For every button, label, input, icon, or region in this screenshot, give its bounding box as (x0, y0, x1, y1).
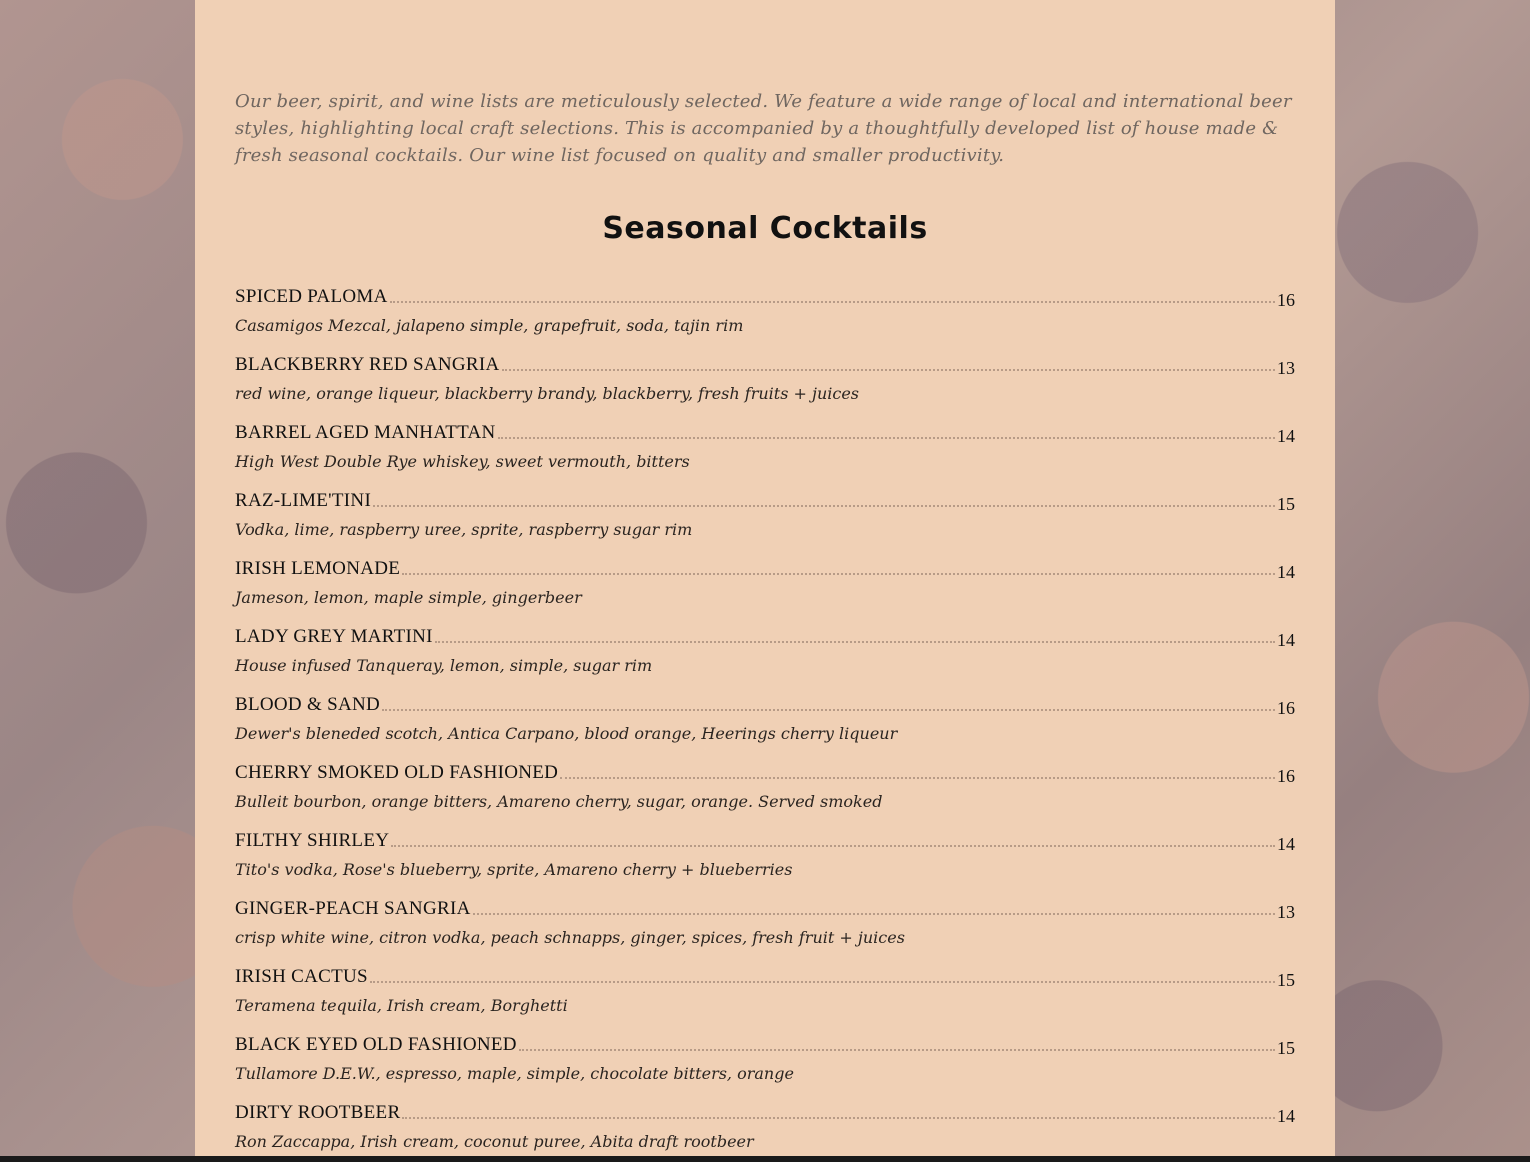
menu-item-name: BARREL AGED MANHATTAN (235, 422, 496, 443)
menu-item-description: Ron Zaccappa, Irish cream, coconut puree, Abita draft rootbeer (235, 1132, 754, 1151)
menu-item-header (235, 279, 1295, 309)
menu-item-name: CHERRY SMOKED OLD FASHIONED (235, 762, 559, 783)
dotted-leader (560, 777, 1275, 779)
menu-item (235, 1095, 1295, 1156)
menu-item-price: 14 (1277, 1106, 1295, 1126)
menu-item-price: 15 (1277, 970, 1295, 990)
menu-item-description: Casamigos Mezcal, jalapeno simple, grapefruit, soda, tajin rim (235, 316, 744, 335)
menu-item-header (235, 823, 1295, 853)
menu-item-name: BLACKBERRY RED SANGRIA (235, 354, 500, 375)
bottom-edge-bar (0, 1156, 1530, 1162)
dotted-leader (502, 369, 1275, 371)
menu-item-name: BLACK EYED OLD FASHIONED (235, 1034, 517, 1055)
dotted-leader (402, 1117, 1275, 1119)
menu-item-header (235, 551, 1295, 581)
menu-item-name: DIRTY ROOTBEER (235, 1102, 401, 1123)
menu-item-price: 15 (1277, 494, 1295, 514)
menu-item-price: 13 (1277, 358, 1295, 378)
cocktail-list (235, 279, 1295, 1156)
menu-item-description: Bulleit bourbon, orange bitters, Amareno cherry, sugar, orange. Served smoked (235, 792, 883, 811)
menu-item-description: crisp white wine, citron vodka, peach schnapps, ginger, spices, fresh fruit + juices (235, 928, 905, 947)
dotted-leader (435, 641, 1275, 643)
dotted-leader (390, 301, 1275, 303)
menu-item-price: 14 (1277, 834, 1295, 854)
dotted-leader (473, 913, 1275, 915)
menu-item (235, 755, 1295, 823)
menu-item-header (235, 1095, 1295, 1125)
menu-item-description: Teramena tequila, Irish cream, Borghetti (235, 996, 568, 1015)
menu-item-name: IRISH LEMONADE (235, 558, 401, 579)
menu-item (235, 823, 1295, 891)
menu-item-price: 16 (1277, 698, 1295, 718)
menu-item-price: 13 (1277, 902, 1295, 922)
intro-text: Our beer, spirit, and wine lists are meticulously selected. We feature a wide range of local and international beer styles, highlighting local craft selections. This is accompanied by a thoughtfully developed list of house made & fresh seasonal cocktails. Our wine list focused on quality and smaller productivity. (235, 91, 1292, 166)
menu-item-description: High West Double Rye whiskey, sweet vermouth, bitters (235, 452, 690, 471)
menu-item (235, 891, 1295, 959)
menu-item-description: House infused Tanqueray, lemon, simple, sugar rim (235, 656, 653, 675)
menu-item-header (235, 1027, 1295, 1057)
dotted-leader (402, 573, 1275, 575)
menu-item-header (235, 755, 1295, 785)
menu-item-price: 16 (1277, 290, 1295, 310)
menu-item-price: 15 (1277, 1038, 1295, 1058)
section-title: Seasonal Cocktails (602, 211, 928, 246)
menu-item-price: 16 (1277, 766, 1295, 786)
menu-item (235, 1027, 1295, 1095)
menu-item-price: 14 (1277, 630, 1295, 650)
menu-item-price: 14 (1277, 426, 1295, 446)
dotted-leader (373, 505, 1275, 507)
menu-item (235, 551, 1295, 619)
menu-item-header (235, 959, 1295, 989)
menu-item (235, 619, 1295, 687)
menu-item (235, 687, 1295, 755)
dotted-leader (370, 981, 1275, 983)
menu-item-description: Dewer's bleneded scotch, Antica Carpano, blood orange, Heerings cherry liqueur (235, 724, 898, 743)
menu-item-name: BLOOD & SAND (235, 694, 381, 715)
menu-item (235, 279, 1295, 347)
menu-item-name: GINGER-PEACH SANGRIA (235, 898, 471, 919)
menu-item-name: IRISH CACTUS (235, 966, 368, 987)
menu-item-header (235, 415, 1295, 445)
menu-item-header (235, 619, 1295, 649)
menu-item (235, 415, 1295, 483)
menu-item-price: 14 (1277, 562, 1295, 582)
menu-item-header (235, 347, 1295, 377)
menu-item-description: red wine, orange liqueur, blackberry brandy, blackberry, fresh fruits + juices (235, 384, 860, 403)
menu-item-description: Tito's vodka, Rose's blueberry, sprite, Amareno cherry + blueberries (235, 860, 793, 879)
menu-item-header (235, 891, 1295, 921)
menu-panel (195, 0, 1335, 1156)
menu-item-name: SPICED PALOMA (235, 286, 388, 307)
dotted-leader (382, 709, 1275, 711)
menu-item-description: Tullamore D.E.W., espresso, maple, simple, chocolate bitters, orange (235, 1064, 794, 1083)
menu-item-description: Jameson, lemon, maple simple, gingerbeer (235, 588, 582, 607)
menu-item-name: LADY GREY MARTINI (235, 626, 433, 647)
menu-item-header (235, 483, 1295, 513)
menu-item-name: RAZ-LIME'TINI (235, 490, 372, 511)
menu-item (235, 483, 1295, 551)
menu-item-description: Vodka, lime, raspberry uree, sprite, raspberry sugar rim (235, 520, 693, 539)
dotted-leader (519, 1049, 1275, 1051)
menu-item (235, 347, 1295, 415)
menu-item (235, 959, 1295, 1027)
menu-item-header (235, 687, 1295, 717)
menu-item-name: FILTHY SHIRLEY (235, 830, 390, 851)
dotted-leader (498, 437, 1275, 439)
dotted-leader (391, 845, 1275, 847)
